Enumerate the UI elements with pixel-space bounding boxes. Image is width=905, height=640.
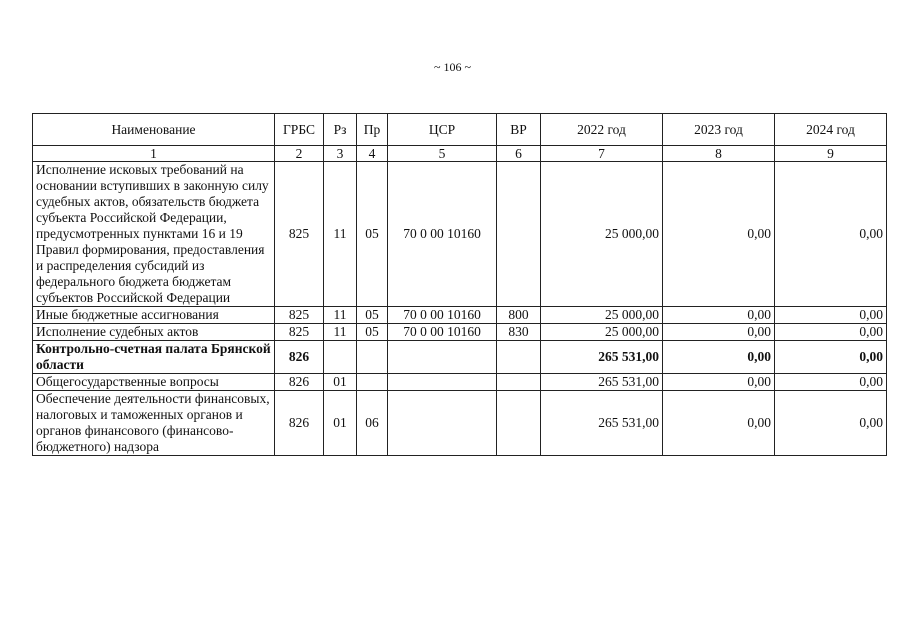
cell-pr: [357, 374, 388, 391]
cell-grbs: 826: [275, 374, 324, 391]
cell-pr: [357, 341, 388, 374]
cell-2023: 0,00: [663, 391, 775, 456]
cell-pr: 05: [357, 307, 388, 324]
cell-2023: 0,00: [663, 324, 775, 341]
cell-vr: [497, 374, 541, 391]
header-csr: ЦСР: [388, 114, 497, 146]
cell-vr: 800: [497, 307, 541, 324]
cell-grbs: 826: [275, 391, 324, 456]
cell-vr: 830: [497, 324, 541, 341]
column-number: 6: [497, 146, 541, 162]
cell-grbs: 825: [275, 162, 324, 307]
cell-name: Исполнение исковых требований на основании вступивших в законную силу судебных актов, обязательств бюджета субъекта Российской Федерации, предусмотренных пунктами 16 и 19 Правил формирования, предоставления и распределения субсидий из федерального бюджета бюджетам субъектов Российской Федерации: [33, 162, 275, 307]
cell-pr: 05: [357, 324, 388, 341]
cell-2022: 25 000,00: [541, 307, 663, 324]
cell-2022: 25 000,00: [541, 162, 663, 307]
header-vr: ВР: [497, 114, 541, 146]
header-2024: 2024 год: [775, 114, 887, 146]
cell-2024: 0,00: [775, 374, 887, 391]
cell-csr: 70 0 00 10160: [388, 307, 497, 324]
cell-vr: [497, 341, 541, 374]
cell-rz: 11: [324, 162, 357, 307]
cell-grbs: 825: [275, 324, 324, 341]
cell-csr: [388, 391, 497, 456]
column-number-row: [33, 146, 887, 162]
column-number: 7: [541, 146, 663, 162]
column-number: 5: [388, 146, 497, 162]
table-header-row: [33, 114, 887, 146]
cell-rz: [324, 341, 357, 374]
cell-2024: 0,00: [775, 324, 887, 341]
cell-csr: 70 0 00 10160: [388, 162, 497, 307]
column-number: 3: [324, 146, 357, 162]
cell-2024: 0,00: [775, 162, 887, 307]
cell-grbs: 826: [275, 341, 324, 374]
column-number: 2: [275, 146, 324, 162]
cell-rz: 11: [324, 307, 357, 324]
cell-csr: [388, 341, 497, 374]
cell-2023: 0,00: [663, 374, 775, 391]
cell-vr: [497, 391, 541, 456]
cell-2024: 0,00: [775, 391, 887, 456]
budget-table: [32, 113, 887, 456]
cell-2022: 265 531,00: [541, 374, 663, 391]
cell-rz: 01: [324, 374, 357, 391]
page-number: ~ 106 ~: [434, 60, 471, 74]
table-row: [33, 307, 887, 324]
column-number: 1: [33, 146, 275, 162]
cell-2024: 0,00: [775, 341, 887, 374]
cell-name: Обеспечение деятельности финансовых, налоговых и таможенных органов и органов финансового (финансово-бюджетного) надзора: [33, 391, 275, 456]
column-number: 4: [357, 146, 388, 162]
cell-2022: 25 000,00: [541, 324, 663, 341]
header-rz: Рз: [324, 114, 357, 146]
table-row: [33, 391, 887, 456]
cell-pr: 05: [357, 162, 388, 307]
cell-2023: 0,00: [663, 341, 775, 374]
cell-csr: [388, 374, 497, 391]
column-number: 9: [775, 146, 887, 162]
table-row: [33, 341, 887, 374]
cell-rz: 11: [324, 324, 357, 341]
table-row: [33, 374, 887, 391]
header-pr: Пр: [357, 114, 388, 146]
column-number: 8: [663, 146, 775, 162]
table-row: [33, 162, 887, 307]
cell-name: Иные бюджетные ассигнования: [33, 307, 275, 324]
cell-name: Исполнение судебных актов: [33, 324, 275, 341]
cell-vr: [497, 162, 541, 307]
cell-2022: 265 531,00: [541, 391, 663, 456]
table-row: [33, 324, 887, 341]
cell-name: Контрольно-счетная палата Брянской области: [33, 341, 275, 374]
cell-grbs: 825: [275, 307, 324, 324]
header-grbs: ГРБС: [275, 114, 324, 146]
cell-rz: 01: [324, 391, 357, 456]
header-name: Наименование: [33, 114, 275, 146]
cell-2023: 0,00: [663, 162, 775, 307]
cell-2023: 0,00: [663, 307, 775, 324]
cell-2022: 265 531,00: [541, 341, 663, 374]
cell-2024: 0,00: [775, 307, 887, 324]
header-2022: 2022 год: [541, 114, 663, 146]
cell-pr: 06: [357, 391, 388, 456]
cell-name: Общегосударственные вопросы: [33, 374, 275, 391]
header-2023: 2023 год: [663, 114, 775, 146]
cell-csr: 70 0 00 10160: [388, 324, 497, 341]
